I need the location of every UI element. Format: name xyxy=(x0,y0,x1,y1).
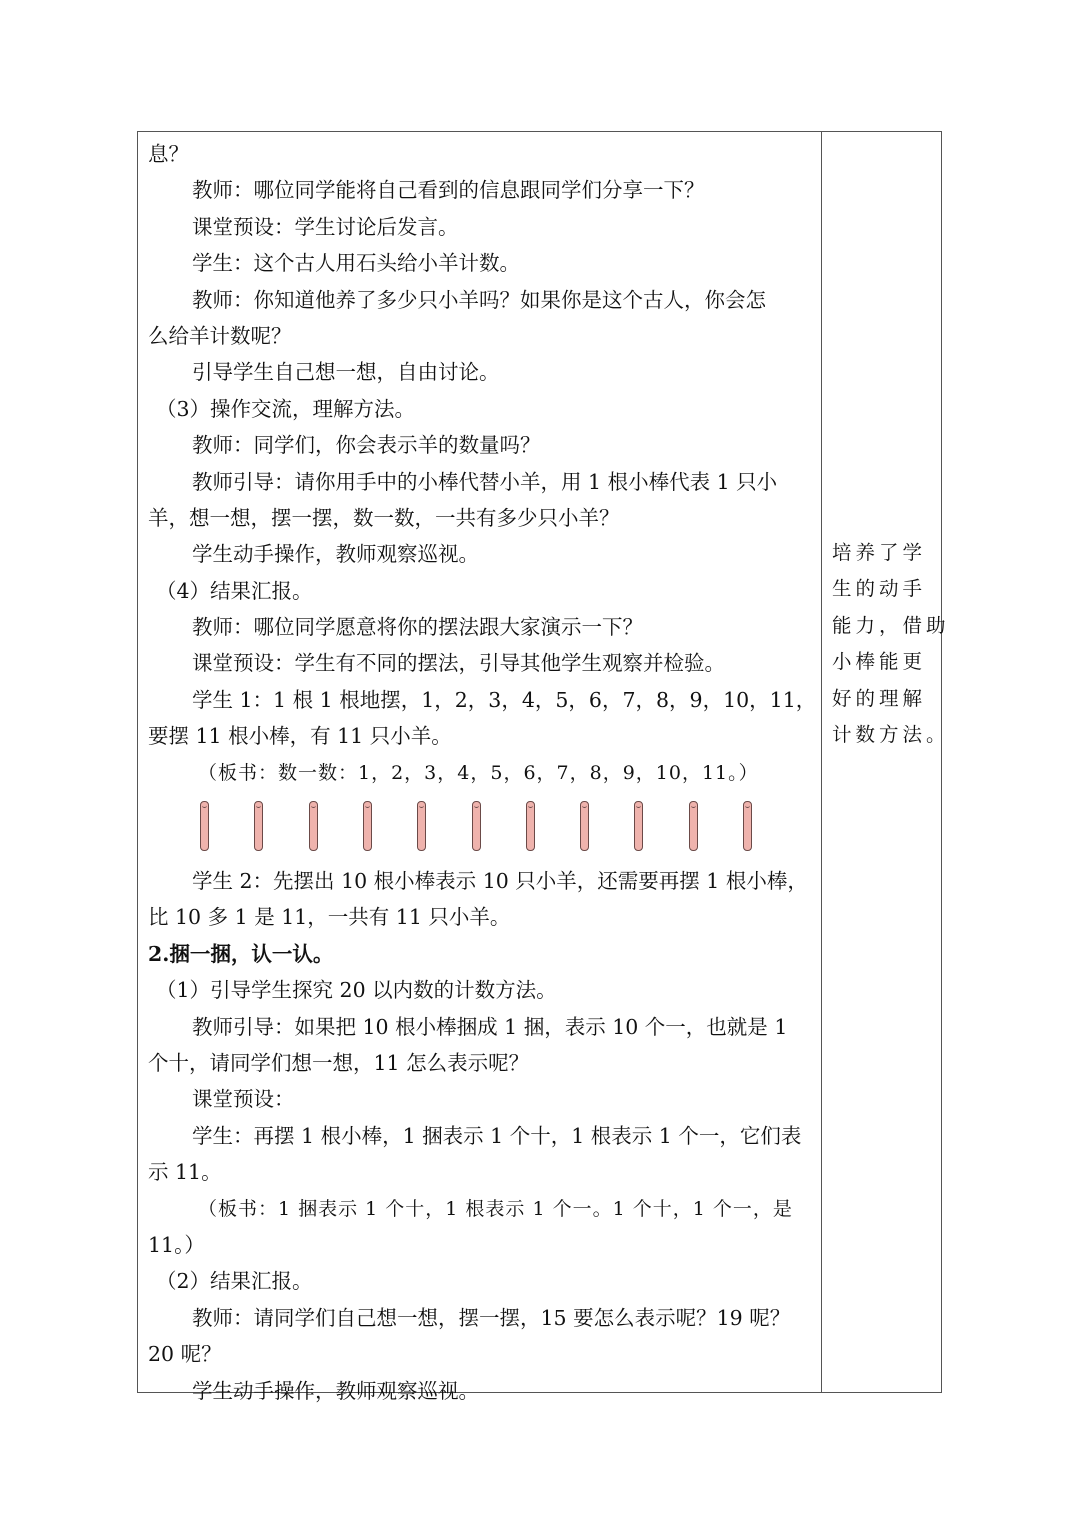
text-line: （2）结果汇报。 xyxy=(156,1269,313,1294)
board-note: （板书：1 捆表示 1 个十，1 根表示 1 个一。1 个十，1 个一，是 xyxy=(198,1197,793,1220)
text-line: 息？ xyxy=(148,142,189,166)
remark-line: 生的动手 xyxy=(832,577,927,601)
counting-stick xyxy=(526,801,535,851)
counting-stick xyxy=(363,801,372,851)
counting-stick xyxy=(580,801,589,851)
text-line: 学生 2：先摆出 10 根小棒表示 10 只小羊，还需要再摆 1 根小棒， xyxy=(192,869,808,894)
counting-stick xyxy=(200,801,209,851)
main-column xyxy=(148,136,817,1409)
text-line: 课堂预设：学生有不同的摆法，引导其他学生观察并检验。 xyxy=(192,651,725,676)
lesson-table xyxy=(137,131,950,1403)
counting-stick xyxy=(309,801,318,851)
text-line: 引导学生自己想一想，自由讨论。 xyxy=(192,360,500,385)
counting-stick xyxy=(743,801,752,851)
text-line: 羊，想一想，摆一摆，数一数，一共有多少只小羊？ xyxy=(148,505,620,530)
remarks-column xyxy=(832,535,950,753)
text-line: 教师：哪位同学愿意将你的摆法跟大家演示一下？ xyxy=(192,615,643,640)
text-line: 要摆 11 根小棒，有 11 只小羊。 xyxy=(148,724,452,749)
text-line: 个十，请同学们想一想，11 怎么表示呢？ xyxy=(148,1050,530,1075)
remark-line: 小棒能更 xyxy=(832,650,927,674)
text-line: 教师：同学们，你会表示羊的数量吗？ xyxy=(192,433,541,458)
text-line: 学生动手操作，教师观察巡视。 xyxy=(192,1378,479,1403)
remark-line: 能力，借助 xyxy=(832,613,950,637)
text-line: 学生 1：1 根 1 根地摆，1，2，3，4，5，6，7，8，9，10，11， xyxy=(192,687,817,712)
board-note: （板书：数一数：1，2，3，4，5，6，7，8，9，10，11。） xyxy=(198,761,759,784)
text-line: 学生：这个古人用石头给小羊计数。 xyxy=(192,251,520,276)
remark-line: 培养了学 xyxy=(832,541,927,564)
text-line: 学生动手操作，教师观察巡视。 xyxy=(192,542,479,567)
stick-illustration xyxy=(148,793,813,863)
section-heading: 2.捆一捆，认一认。 xyxy=(148,941,334,966)
counting-stick xyxy=(472,801,481,851)
counting-stick xyxy=(417,801,426,851)
text-line: 课堂预设： xyxy=(192,1087,295,1112)
text-line: 教师：你知道他养了多少只小羊吗？如果你是这个古人，你会怎 xyxy=(192,287,766,312)
text-line: （1）引导学生探究 20 以内数的计数方法。 xyxy=(156,978,557,1003)
text-line: 20 呢？ xyxy=(148,1342,222,1367)
text-line: （3）操作交流，理解方法。 xyxy=(156,396,416,421)
text-line: 教师引导：请你用手中的小棒代替小羊，用 1 根小棒代表 1 只小 xyxy=(192,469,778,494)
counting-stick xyxy=(254,801,263,851)
text-line: 11。） xyxy=(148,1232,205,1257)
counting-stick xyxy=(689,801,698,851)
text-line: 教师：哪位同学能将自己看到的信息跟同学们分享一下？ xyxy=(192,178,705,203)
text-line: 课堂预设：学生讨论后发言。 xyxy=(192,214,459,239)
text-line: 示 11。 xyxy=(148,1160,222,1185)
text-line: （4）结果汇报。 xyxy=(156,578,313,603)
text-line: 教师引导：如果把 10 根小棒捆成 1 捆，表示 10 个一，也就是 1 xyxy=(192,1014,788,1039)
text-line: 教师：请同学们自己想一想，摆一摆，15 要怎么表示呢？19 呢？ xyxy=(192,1305,791,1330)
remark-line: 计数方法。 xyxy=(832,722,950,746)
text-line: 学生：再摆 1 根小棒，1 捆表示 1 个十，1 根表示 1 个一，它们表 xyxy=(192,1123,802,1148)
counting-stick xyxy=(634,801,643,851)
text-line: 么给羊计数呢？ xyxy=(148,323,292,348)
remark-line: 好的理解 xyxy=(832,686,927,710)
column-divider xyxy=(821,132,822,1392)
text-line: 比 10 多 1 是 11，一共有 11 只小羊。 xyxy=(148,905,511,930)
